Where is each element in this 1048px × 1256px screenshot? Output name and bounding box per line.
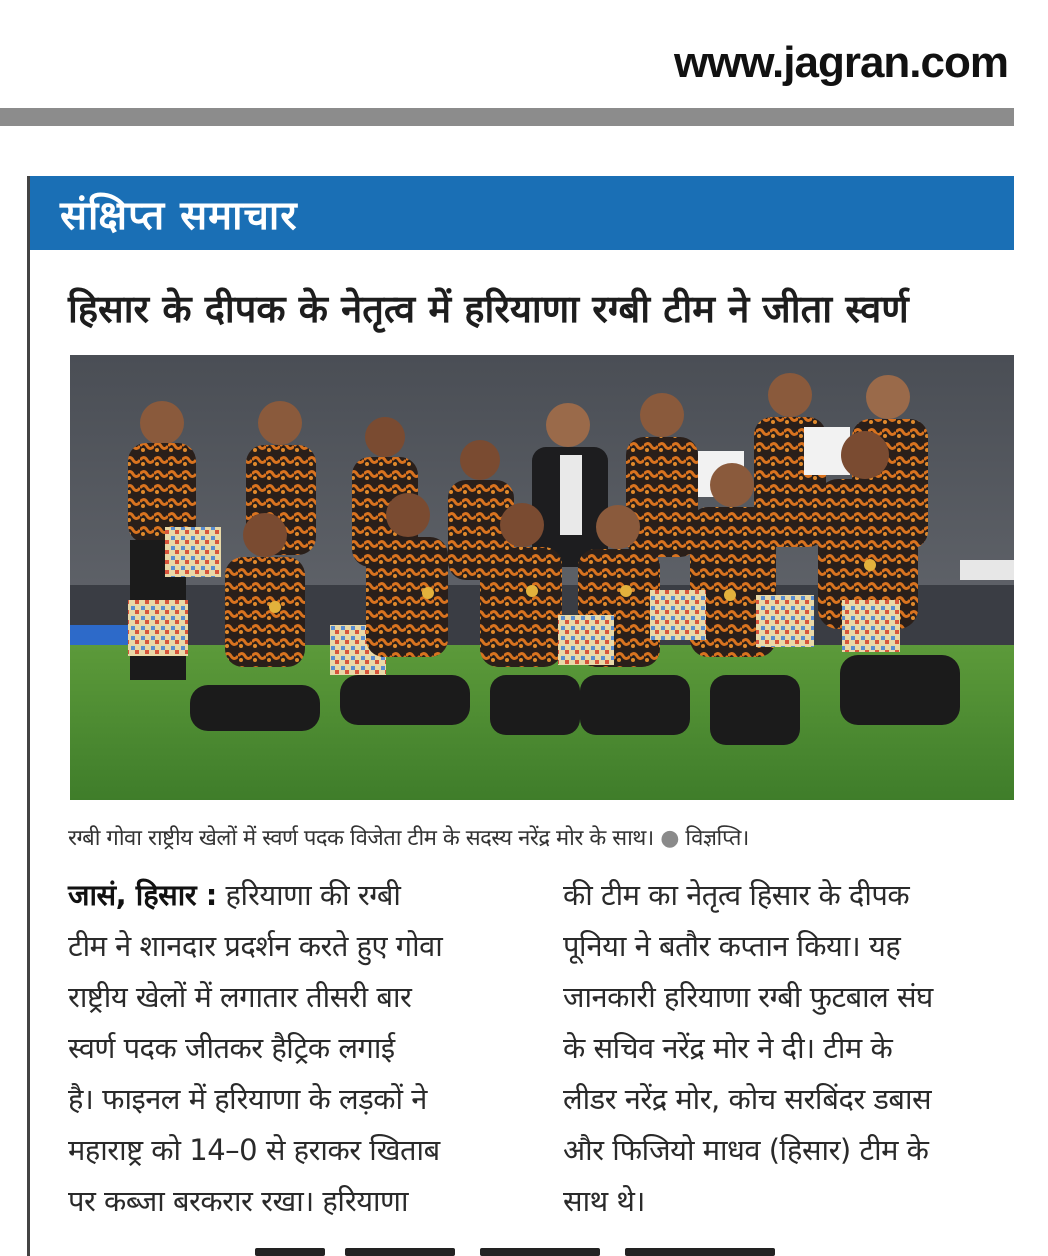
body-line: स्वर्ण पदक जीतकर हैट्रिक लगाई: [68, 1031, 395, 1065]
top-rule: [0, 108, 1014, 126]
ad-board-right: [960, 560, 1014, 580]
site-url[interactable]: www.jagran.com: [673, 38, 1008, 87]
body-line: लीडर नरेंद्र मोर, कोच सरबिंदर डबास: [563, 1082, 932, 1116]
body-line: है। फाइनल में हरियाणा के लड़कों ने: [68, 1082, 427, 1116]
body-line: पर कब्जा बरकरार रखा। हरियाणा: [68, 1184, 409, 1218]
body-line: राष्ट्रीय खेलों में लगातार तीसरी बार: [68, 980, 412, 1014]
body-line: और फिजियो माधव (हिसार) टीम के: [563, 1133, 929, 1167]
team-photo: [70, 355, 1014, 800]
section-title: संक्षिप्त समाचार: [60, 192, 298, 239]
next-headline-cropped: [255, 1238, 775, 1256]
dateline: जासं, हिसार :: [68, 878, 217, 912]
body-line: महाराष्ट्र को 14–0 से हराकर खिताब: [68, 1133, 440, 1167]
body-line: के सचिव नरेंद्र मोर ने दी। टीम के: [563, 1031, 893, 1065]
body-line: जानकारी हरियाणा रग्बी फुटबाल संघ: [563, 980, 933, 1014]
caption-credit: विज्ञप्ति।: [685, 826, 749, 851]
body-line: साथ थे।: [563, 1184, 645, 1218]
section-band: [30, 176, 1014, 250]
left-column-rule: [27, 176, 30, 1256]
photo-caption: [68, 822, 1018, 852]
body-line: की टीम का नेतृत्व हिसार के दीपक: [563, 878, 910, 912]
body-line-text: हरियाणा की रग्बी: [216, 878, 401, 912]
article-column-2: [563, 870, 1018, 1227]
body-line: [68, 870, 538, 921]
body-line: पूनिया ने बतौर कप्तान किया। यह: [563, 929, 901, 963]
article-headline: हिसार के दीपक के नेतृत्व में हरियाणा रग्बी टीम ने जीता स्वर्ण: [68, 287, 909, 331]
caption-text: रग्बी गोवा राष्ट्रीय खेलों में स्वर्ण पदक विजेता टीम के सदस्य नरेंद्र मोर के साथ।: [68, 826, 654, 851]
credit-bullet-icon: ●: [660, 826, 679, 851]
article-column-1: [68, 870, 538, 1227]
body-line: टीम ने शानदार प्रदर्शन करते हुए गोवा: [68, 929, 443, 963]
